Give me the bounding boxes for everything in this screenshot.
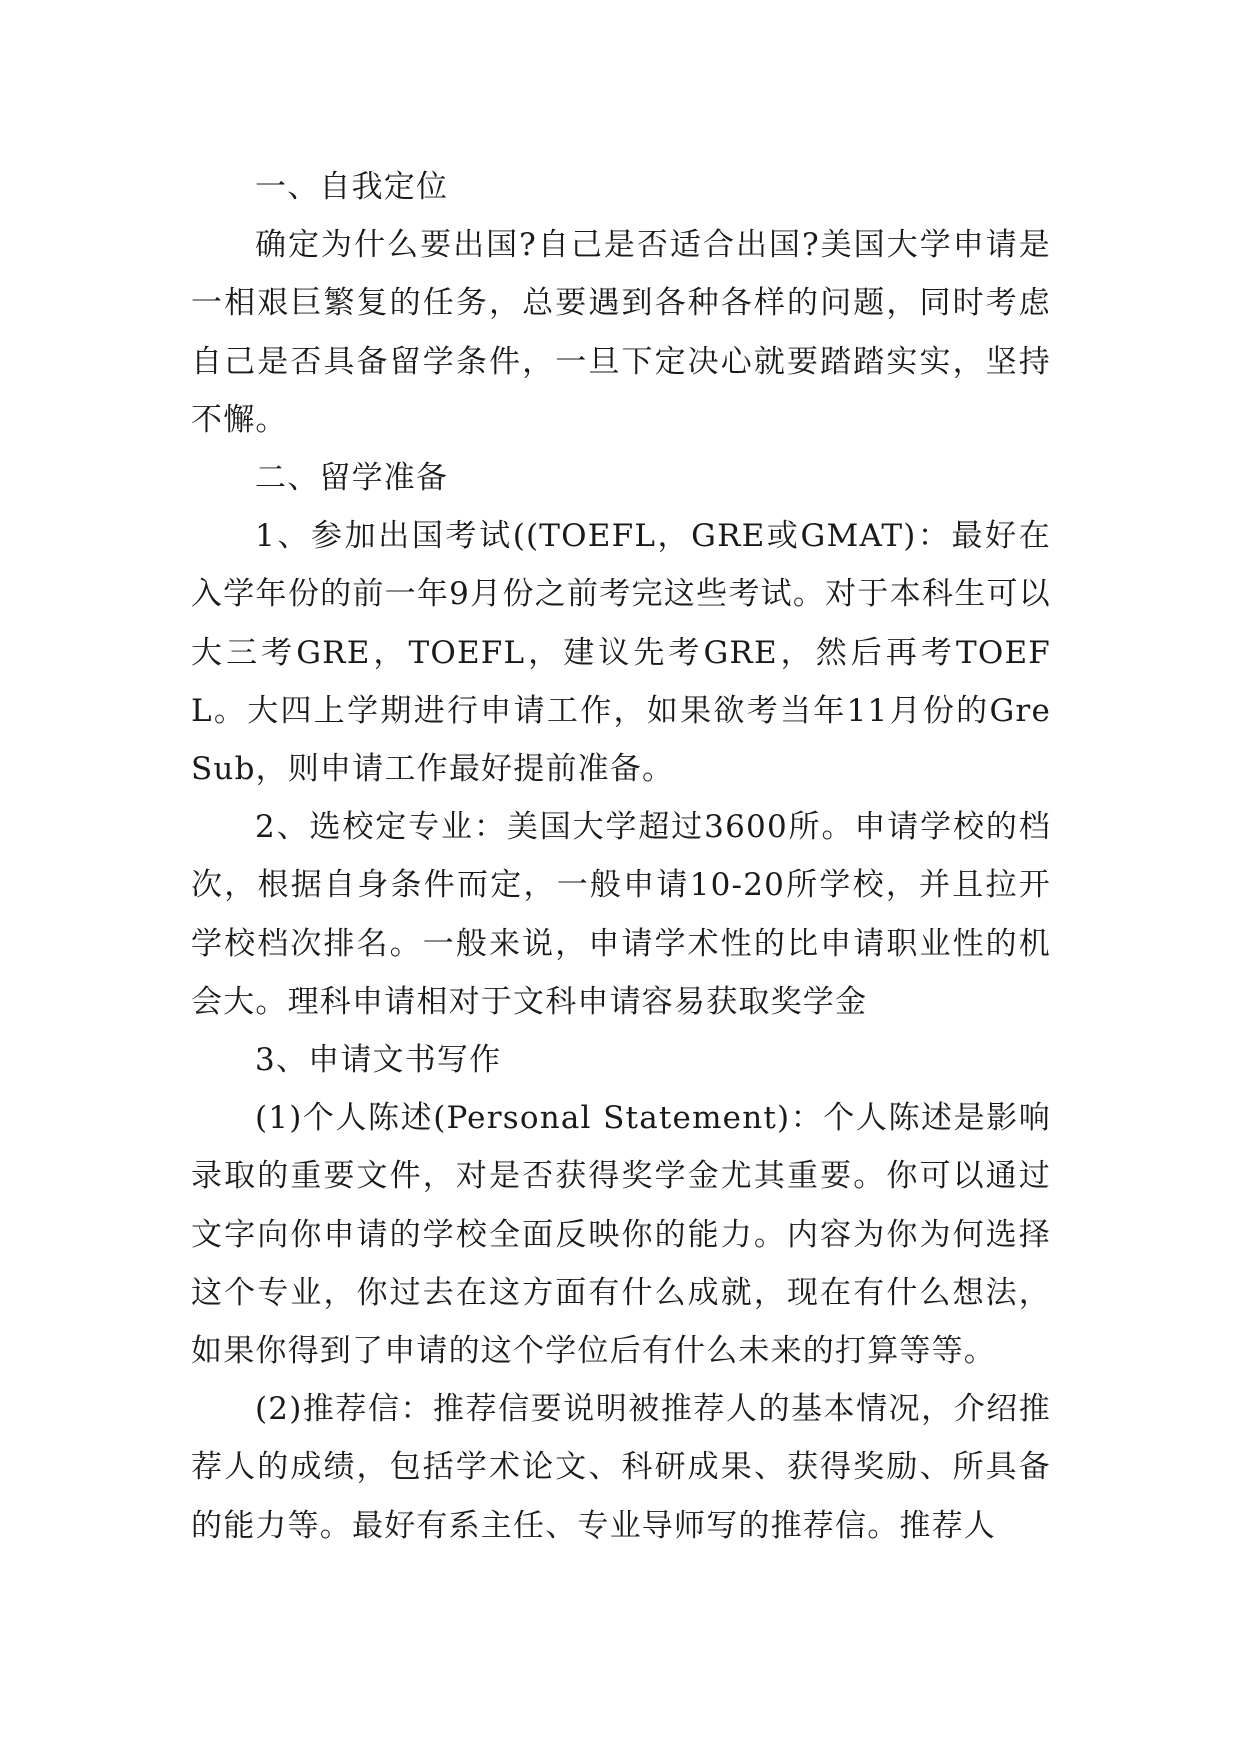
paragraph-why-study-abroad: 确定为什么要出国?自己是否适合出国?美国大学申请是一相艰巨繁复的任务，总要遇到各种各样的问题，同时考虑自己是否具备留学条件，一旦下定决心就要踏踏实实，坚持不懈。 [191, 227, 1051, 438]
paragraph-school-selection: 2、选校定专业：美国大学超过3600所。申请学校的档次，根据自身条件而定，一般申请10-20所学校，并且拉开学校档次排名。一般来说，申请学术性的比申请职业性的机会大。理科申请相对于文科申请容易获取奖学金 [191, 809, 1051, 1020]
heading-self-positioning: 一、自我定位 [255, 169, 449, 205]
paragraph-personal-statement: (1)个人陈述(Personal Statement)：个人陈述是影响录取的重要文件，对是否获得奖学金尤其重要。你可以通过文字向你申请的学校全面反映你的能力。内容为你为何选择这个专业，你过去在这方面有什么成就，现在有什么想法，如果你得到了申请的这个学位后有什么未来的打算等等。 [191, 1100, 1051, 1370]
paragraph-recommendation-letter: (2)推荐信：推荐信要说明被推荐人的基本情况，介绍推荐人的成绩，包括学术论文、科研成果、获得奖励、所具备的能力等。最好有系主任、专业导师写的推荐信。推荐人 [191, 1391, 1051, 1544]
document-body [191, 158, 1051, 1555]
heading-application-writing: 3、申请文书写作 [255, 1042, 502, 1079]
heading-study-abroad-preparation: 二、留学准备 [255, 460, 449, 497]
paragraph-exams: 1、参加出国考试((TOEFL，GRE或GMAT)：最好在入学年份的前一年9月份之前考完这些考试。对于本科生可以大三考GRE，TOEFL，建议先考GRE，然后再考TOEFL。大四上学期进行申请工作，如果欲考当年11月份的Gre Sub，则申请工作最好提前准备。 [191, 518, 1051, 788]
